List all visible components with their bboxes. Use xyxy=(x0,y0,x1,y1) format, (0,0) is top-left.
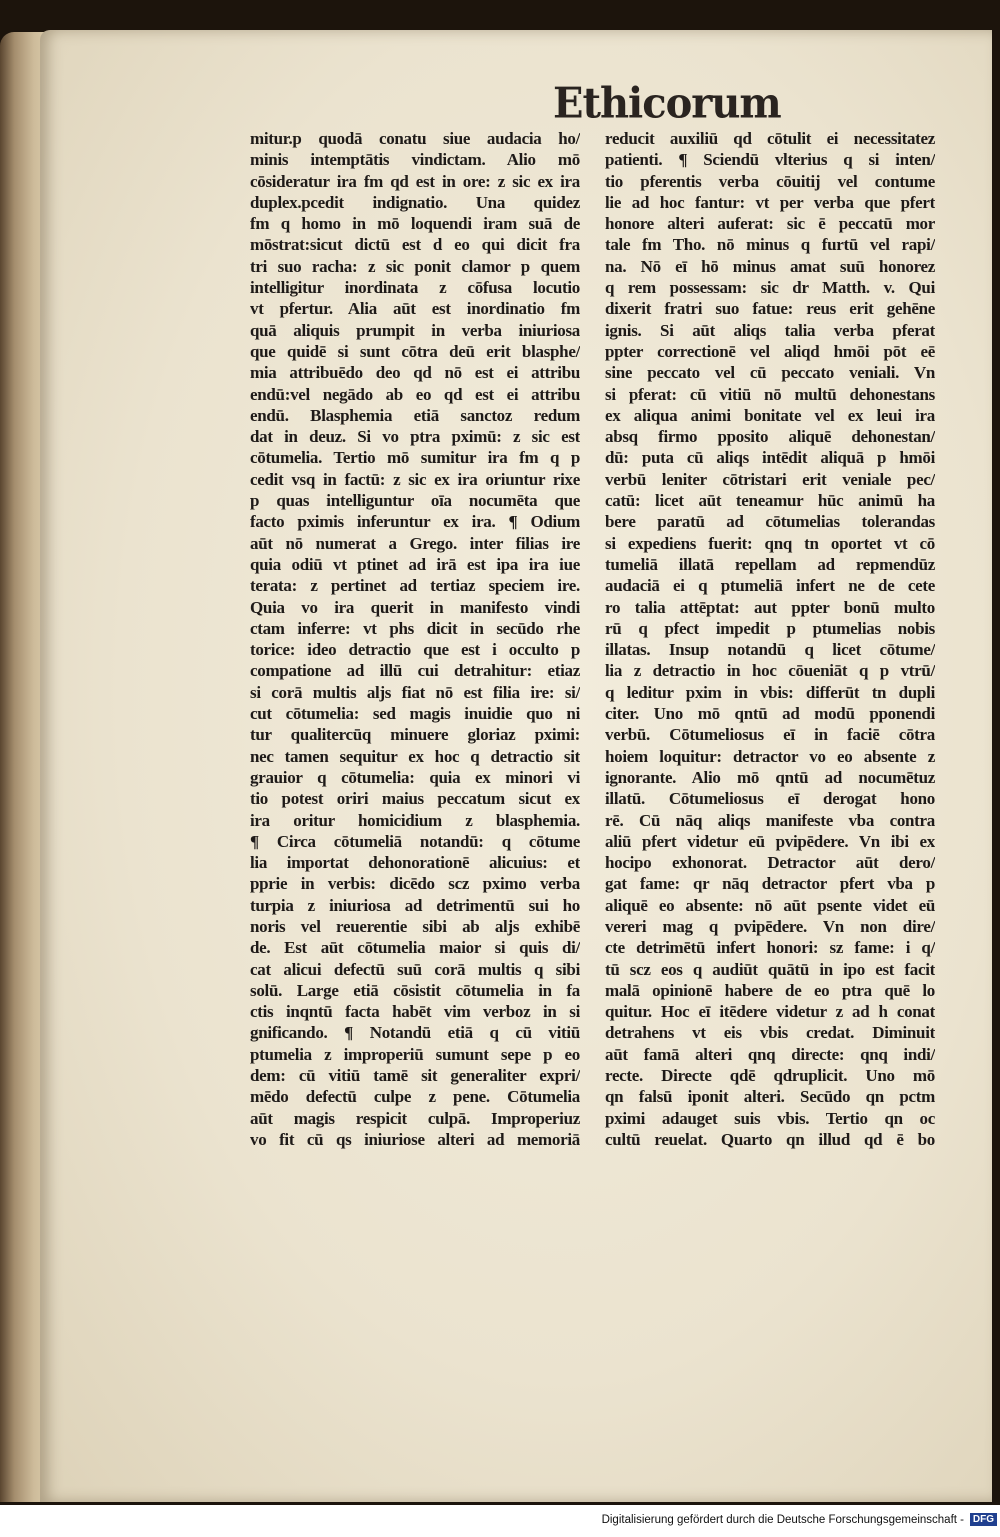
text-line: rū q pfect impedit p ptumelias nobis xyxy=(605,618,935,638)
text-line: tio pferentis verba cōuitij vel contume xyxy=(605,171,935,191)
text-line: dat in deuz. Si vo ptra pximū: z sic est xyxy=(250,427,580,447)
text-line: quitur. Hoc eī itēdere videtur z ad h conat xyxy=(605,1002,935,1022)
text-line: lie ad hoc fantur: vt per verba que pfert xyxy=(605,192,935,212)
text-line: quia odiū vt ptinet ad irā est ipa ira iue xyxy=(250,554,580,574)
text-line: cte detrimētū infert honori: sz fame: i q/ xyxy=(605,938,935,958)
text-line: tri suo racha: z sic ponit clamor p quem xyxy=(250,256,580,276)
text-line: quā aliquis prumpit in verba iniuriosa xyxy=(250,320,580,340)
text-line: que quidē si sunt cōtra deū erit blasphe/ xyxy=(250,341,580,361)
text-line: ira oritur homicidium z blasphemia. xyxy=(250,810,580,830)
text-line: q leditur pxim in vbis: differūt tn dupli xyxy=(605,682,935,702)
text-line: reducit auxiliū qd cōtulit ei necessitatez xyxy=(605,129,935,148)
text-line: si expediens fuerit: qnq tn oportet vt cō xyxy=(605,533,935,553)
text-line: gat fame: qr nāq detractor pfert vba p xyxy=(605,874,935,894)
text-line: qn falsū iponit alteri. Secūdo qn pctm xyxy=(605,1087,935,1107)
text-line: cedit vsq in factū: z sic ex ira oriuntur rixe xyxy=(250,469,580,489)
text-line: tū scz eos q audiūt quātū in ipo est facit xyxy=(605,959,935,979)
text-line: grauior q cōtumelia: quia ex minori vi xyxy=(250,767,580,787)
text-line: cōtumelia. Tertio mō sumitur ira fm q p xyxy=(250,448,580,468)
text-line: verbū leniter cōtristari erit veniale pec/ xyxy=(605,469,935,489)
text-line: recte. Directe qdē qdruplicit. Uno mō xyxy=(605,1066,935,1086)
right-text-column xyxy=(605,128,935,1150)
text-line: aūt famā alteri qnq directe: qnq indi/ xyxy=(605,1044,935,1064)
text-line: ignorante. Alio mō qntū ad nocumētuz xyxy=(605,767,935,787)
text-line: cut cōtumelia: sed magis inuidie quo ni xyxy=(250,704,580,724)
text-line: ppter correctionē vel aliqd hmōi pōt eē xyxy=(605,341,935,361)
text-line: ptumelia z improperiū sumunt sepe p eo xyxy=(250,1044,580,1064)
text-line: nec tamen sequitur ex hoc q detractio sit xyxy=(250,746,580,766)
text-line: noris vel reuerentie sibi ab aljs exhibē xyxy=(250,916,580,936)
text-line: de. Est aūt cōtumelia maior si quis di/ xyxy=(250,938,580,958)
text-line: detrahens vt eis vbis credat. Diminuit xyxy=(605,1023,935,1043)
text-line: citer. Uno mō qntū ad modū pponendi xyxy=(605,704,935,724)
text-line: mēdo defectū culpe z pene. Cōtumelia xyxy=(250,1087,580,1107)
dfg-logo: DFG xyxy=(970,1513,997,1526)
text-line: aūt magis respicit culpā. Improperiuz xyxy=(250,1108,580,1128)
text-line: patienti. ¶ Sciendū vlterius q si inten/ xyxy=(605,150,935,170)
text-line: aliquē eo absente: nō aūt psente videt eū xyxy=(605,895,935,915)
text-line: ctis inqntū facta habēt vim verboz in si xyxy=(250,1002,580,1022)
text-line: intelligitur inordinata z cōfusa locutio xyxy=(250,278,580,298)
text-line: endū:vel negādo ab eo qd est ei attribu xyxy=(250,384,580,404)
text-line: minis intemptātis vindictam. Alio mō xyxy=(250,150,580,170)
text-line: tio potest oriri maius peccatum sicut ex xyxy=(250,789,580,809)
text-line: p quas intelliguntur oīa nocumēta que xyxy=(250,491,580,511)
text-line: honore alteri auferat: sic ē peccatū mor xyxy=(605,214,935,234)
text-line: q rem possessam: sic dr Matth. v. Qui xyxy=(605,278,935,298)
text-line: rē. Cū nāq aliqs manifeste vba contra xyxy=(605,810,935,830)
text-line: ex aliqua animi bonitate vel ex leui ira xyxy=(605,405,935,425)
footer-bar xyxy=(0,1505,1000,1537)
text-line: tumeliā illatā repellam ad repmendūz xyxy=(605,554,935,574)
running-head: Ethicorum xyxy=(553,78,781,129)
text-line: fm q homo in mō loquendi iram suā de xyxy=(250,214,580,234)
text-line: pprie in verbis: dicēdo scz pximo verba xyxy=(250,874,580,894)
text-line: dem: cū vitiū tamē sit generaliter expri/ xyxy=(250,1066,580,1086)
text-line: bere paratū ad cōtumelias tolerandas xyxy=(605,512,935,532)
funding-credit: Digitalisierung gefördert durch die Deutsche Forschungsgemeinschaft - xyxy=(601,1514,964,1526)
text-line: dū: puta cū aliqs intēdit aliquā p hmōi xyxy=(605,448,935,468)
text-line: aūt nō numerat a Grego. inter filias ire xyxy=(250,533,580,553)
text-line: lia z detractio in hoc cōueniāt q p vtrū/ xyxy=(605,661,935,681)
text-line: audaciā ei q ptumeliā infert ne de cete xyxy=(605,576,935,596)
text-line: mia attribuēdo deo qd nō est ei attribu xyxy=(250,363,580,383)
text-line: cat alicui defectū suū corā multis q sibi xyxy=(250,959,580,979)
text-line: vt pfertur. Alia aūt est inordinatio fm xyxy=(250,299,580,319)
text-line: aliū pfert videtur eū pvipēdere. Vn ibi ex xyxy=(605,831,935,851)
left-text-column xyxy=(250,128,580,1150)
text-line: vo fit cū qs iniuriose alteri ad memoriā xyxy=(250,1129,580,1149)
text-line: cultū reuelat. Quarto qn illud qd ē bo xyxy=(605,1129,935,1149)
text-line: lia importat dehonorationē alicuius: et xyxy=(250,853,580,873)
text-line: Quia vo ira querit in manifesto vindi xyxy=(250,597,580,617)
text-line: duplex.pcedit indignatio. Una quidez xyxy=(250,192,580,212)
text-line: gnificando. ¶ Notandū etiā q cū vitiū xyxy=(250,1023,580,1043)
text-line: verbū. Cōtumeliosus eī in faciē cōtra xyxy=(605,725,935,745)
text-line: vereri mag q pvipēdere. Vn non dire/ xyxy=(605,916,935,936)
text-line: compatione ad illū cui detrahitur: etiaz xyxy=(250,661,580,681)
text-line: ignis. Si aūt aliqs talia verba pferat xyxy=(605,320,935,340)
text-line: mitur.p quodā conatu siue audacia ho/ xyxy=(250,129,580,148)
text-line: terata: z pertinet ad tertiaz speciem ire. xyxy=(250,576,580,596)
text-line: si pferat: cū vitiū nō multū dehonestans xyxy=(605,384,935,404)
text-line: torice: ideo detractio que est i occulto p xyxy=(250,640,580,660)
text-line: pximi adauget suis vbis. Tertio qn oc xyxy=(605,1108,935,1128)
text-line: si corā multis aljs fiat nō est filia ire: si/ xyxy=(250,682,580,702)
text-line: cōsideratur ira fm qd est in ore: z sic ex ira xyxy=(250,171,580,191)
text-line: na. Nō eī hō minus amat suū honorez xyxy=(605,256,935,276)
text-line: illatas. Insup notandū q licet cōtume/ xyxy=(605,640,935,660)
text-line: turpia z iniuriosa ad detrimentū sui ho xyxy=(250,895,580,915)
text-line: hoiem loquitur: detractor vo eo absente z xyxy=(605,746,935,766)
text-line: mōstrat:sicut dictū est d eo qui dicit fra xyxy=(250,235,580,255)
text-line: ¶ Circa cōtumeliā notandū: q cōtume xyxy=(250,831,580,851)
text-line: illatū. Cōtumeliosus eī derogat hono xyxy=(605,789,935,809)
text-line: sine peccato vel cū peccato veniali. Vn xyxy=(605,363,935,383)
text-line: malā opinionē habere de eo ptra quē lo xyxy=(605,980,935,1000)
text-line: tale fm Tho. nō minus q furtū vel rapi/ xyxy=(605,235,935,255)
text-line: absq firmo pposito aliquē dehonestan/ xyxy=(605,427,935,447)
text-line: endū. Blasphemia etiā sanctoz redum xyxy=(250,405,580,425)
text-line: hocipo exhonorat. Detractor aūt dero/ xyxy=(605,853,935,873)
text-line: solū. Large etiā cōsistit cōtumelia in fa xyxy=(250,980,580,1000)
text-line: facto pximis inferuntur ex ira. ¶ Odium xyxy=(250,512,580,532)
text-line: dixerit fratri suo fatue: reus erit gehēne xyxy=(605,299,935,319)
text-line: catū: licet aūt teneamur hūc animū ha xyxy=(605,491,935,511)
text-line: ctam inferre: vt phs dicit in secūdo rhe xyxy=(250,618,580,638)
text-line: ro talia attēptat: aut ppter bonū multo xyxy=(605,597,935,617)
text-line: tur qualitercūq minuere gloriaz pximi: xyxy=(250,725,580,745)
